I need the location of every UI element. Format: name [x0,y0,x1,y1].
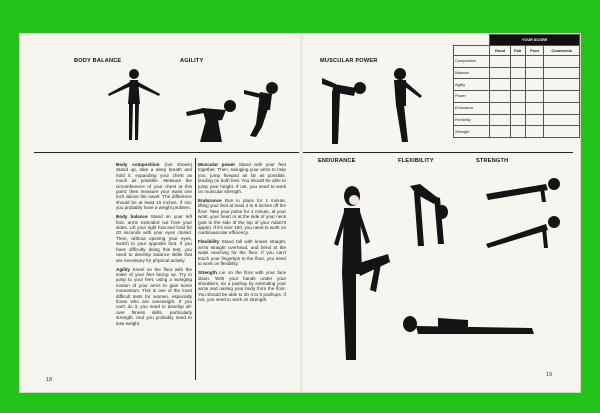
score-cell[interactable] [510,114,526,126]
score-cell[interactable] [510,79,526,91]
score-cell[interactable] [490,91,510,103]
score-col-good: Good [490,46,510,56]
score-cell[interactable] [490,102,510,114]
photo-strength-prone [398,306,538,342]
paragraph-endurance: Endurance Run in place for 1 minute, lifting your feet at least 4 to 6 inches off the floor. Take your pulse for 1 minute, at your wrist, your heart or at the side of your neck (just to the side of the top of your Adam's apple). If it's over 100, you need to work on cardiovascular efficiency. [198,198,286,236]
score-row-label: Balance [454,67,490,79]
score-comment-cell[interactable] [544,79,580,91]
text-column-2 [198,162,286,306]
score-cell[interactable] [526,79,544,91]
score-comment-cell[interactable] [544,126,580,138]
paragraph-flexibility: Flexibility Stand tall with knees straight, arms straight overhead, and bend at the waist reaching for the floor. If you can't touch your fingertips to the floor, you need to work on flexibility. [198,239,286,267]
photo-body-balance [104,68,164,146]
heading-strength: STRENGTH [476,158,509,164]
score-comment-cell[interactable] [544,56,580,68]
score-comment-cell[interactable] [544,102,580,114]
score-row-label: Agility [454,79,490,91]
book-gutter [300,34,303,392]
divider-right [303,152,573,153]
score-cell[interactable] [510,56,526,68]
text-column-1 [116,162,192,330]
photo-flexibility [404,182,454,248]
divider-left [34,152,299,153]
photo-strength-pushup-1 [482,174,572,204]
score-cell[interactable] [490,126,510,138]
paragraph-strength: Strength Lie on the floor with your face down. With your hands under your shoulders, do a pushup by extending your arms and raising your body from the floor. You should be able to do 4 to 6 pushups. If not, you need to work on strength. [198,270,287,303]
score-col-poor: Poor [526,46,544,56]
score-cell[interactable] [526,67,544,79]
heading-flexibility: FLEXIBILITY [398,158,434,164]
score-card-title: YOUR SCORE [490,35,580,46]
score-col-comments: Comments [544,46,580,56]
heading-body-balance: BODY BALANCE [74,58,122,64]
score-cell[interactable] [510,102,526,114]
photo-power-crouch [320,74,370,146]
photo-strength-pushup-2 [482,210,572,250]
book-spread [20,34,580,392]
score-cell[interactable] [526,91,544,103]
score-cell[interactable] [490,67,510,79]
score-cell[interactable] [526,56,544,68]
score-row-label: Endurance [454,102,490,114]
paragraph-body-balance: Body balance Stand on your left foot, arms extended out from your sides. Lift your right foot and hold for 20 seconds with your eyes closed. Then, without opening your eyes, switch to your opposite foot. If you have difficulty doing this test, you need to develop balance skills that are necessary for physical activity. [116,214,192,263]
score-cell[interactable] [490,114,510,126]
score-cell[interactable] [490,79,510,91]
score-cell[interactable] [510,126,526,138]
score-row-label: Flexibility [454,114,490,126]
score-comment-cell[interactable] [544,67,580,79]
score-cell[interactable] [510,91,526,103]
heading-muscular-power: MUSCULAR POWER [320,58,378,64]
score-cell[interactable] [526,126,544,138]
score-comment-cell[interactable] [544,114,580,126]
photo-power-stand [382,66,427,146]
heading-endurance: ENDURANCE [318,158,356,164]
score-comment-cell[interactable] [544,91,580,103]
score-cell[interactable] [490,56,510,68]
column-rule-1 [195,158,196,380]
score-card [453,34,580,138]
score-cell[interactable] [510,67,526,79]
heading-agility: AGILITY [180,58,204,64]
photo-agility-kneel [182,92,242,147]
paragraph-agility: Agility Kneel on the floor with the soles of your feet facing up. Try to jump to your feet, using a swinging motion of your arms to gain some momentum. This is one of the most difficult tests for women, especially those who are overweight. If you can't do it, you need to develop all-over fitness skills, particularly strength. And you probably need to lose weight. [116,266,193,326]
score-row-label: Power [454,91,490,103]
score-row-label: Strength [454,126,490,138]
score-col-fair: Fair [510,46,526,56]
score-row-label: Composition [454,56,490,68]
score-cell[interactable] [526,102,544,114]
page-number-right: 19 [546,372,553,378]
score-cell[interactable] [526,114,544,126]
photo-agility-jump [242,82,282,142]
page-number-left: 18 [46,377,53,383]
paragraph-body-composition: Body composition (not shown) Stand up, take a deep breath and hold it, expanding your chest as much as possible. Measure the circumference of your chest at this point; then measure your waist one inch above the navel. The difference should be at least 10 inches. If not, you probably have a weight problem. [116,162,192,211]
paragraph-muscular-power: Muscular power Stand with your feet together. Then, swinging your arms to help you, jump forward as far as possible, landing on both feet. You should be able to jump your height. If not, you need to work on muscular strength. [198,162,286,195]
photo-endurance [326,184,398,364]
